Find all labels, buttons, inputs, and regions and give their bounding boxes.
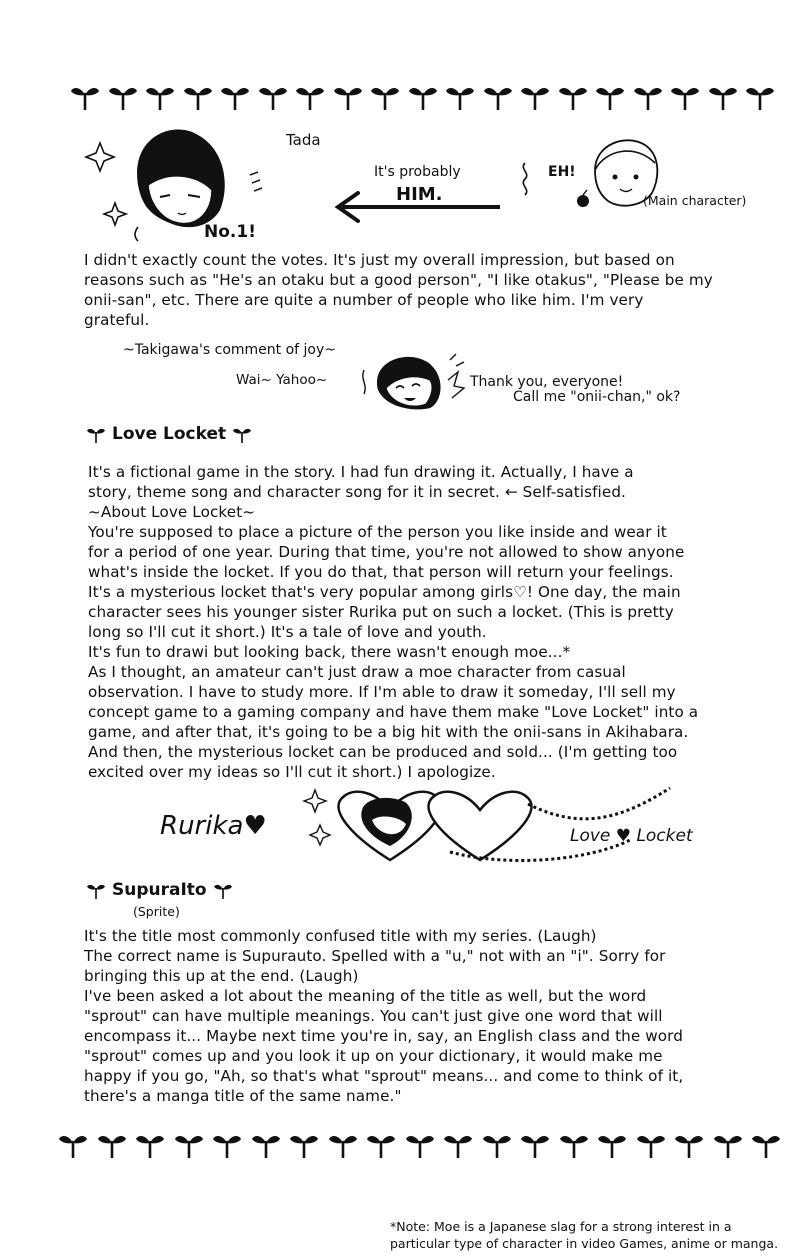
sprout-border-top xyxy=(0,80,800,120)
text-line: encompass it... Maybe next time you're in, say, an English class and the word xyxy=(84,1027,683,1045)
sprout-icon xyxy=(520,82,550,110)
text-line: You're supposed to place a picture of the person you like inside and wear it xyxy=(88,523,667,541)
love-locket-paragraph xyxy=(88,462,698,782)
text-line: reasons such as "He's an otaku but a good person", "I like otakus", "Please be my xyxy=(84,271,713,289)
eh-label: EH! xyxy=(548,164,576,180)
sprout-icon xyxy=(108,82,138,110)
text-line: for a period of one year. During that time, you're not allowed to show anyone xyxy=(88,543,685,561)
text-line: game, and after that, it's going to be a big hit with the onii-sans in Akihabara. xyxy=(88,723,689,741)
text-line: there's a manga title of the same name." xyxy=(84,1087,402,1105)
sprout-icon xyxy=(328,1130,358,1158)
text-line: ~About Love Locket~ xyxy=(88,503,256,521)
sprout-icon xyxy=(559,1130,589,1158)
sprout-icon xyxy=(483,82,513,110)
sprout-icon xyxy=(251,1130,281,1158)
sprout-icon xyxy=(86,425,106,443)
sprout-icon xyxy=(745,82,775,110)
text-line: long so I'll cut it short.) It's a tale of love and youth. xyxy=(88,623,487,641)
sprout-icon xyxy=(145,82,175,110)
takigawa-illustration xyxy=(350,350,470,410)
text-line: onii-san", etc. There are quite a number of people who like him. I'm very xyxy=(84,291,644,309)
text-line: I didn't exactly count the votes. It's just my overall impression, but based on xyxy=(84,251,675,269)
main-character-label: (Main character) xyxy=(643,193,747,208)
top-illustration xyxy=(80,115,780,245)
text-line: "sprout" comes up and you look it up on your dictionary, it would make me xyxy=(84,1047,663,1065)
supuraito-heading-text: SupuraIto xyxy=(112,880,207,900)
sprout-icon xyxy=(70,82,100,110)
text-line: It's the title most commonly confused title with my series. (Laugh) xyxy=(84,927,597,945)
love-locket-heading-text: Love Locket xyxy=(112,424,227,444)
sprout-icon xyxy=(232,425,252,443)
footnote-line-1: *Note: Moe is a Japanese slag for a strong interest in a xyxy=(390,1219,732,1234)
text-line: It's fun to drawi but looking back, there wasn't enough moe...* xyxy=(88,643,571,661)
comment-wai: Wai~ Yahoo~ xyxy=(236,372,328,388)
sprout-icon xyxy=(520,1130,550,1158)
footnote-line-2: particular type of character in video Games, anime or manga. xyxy=(390,1236,779,1251)
sprout-icon xyxy=(595,82,625,110)
sprout-icon xyxy=(86,881,106,899)
rank-label: No.1! xyxy=(204,222,256,242)
comment-thanks-1: Thank you, everyone! xyxy=(470,374,624,390)
text-line: observation. I have to study more. If I'm able to draw it someday, I'll sell my xyxy=(88,683,676,701)
sprout-icon xyxy=(213,881,233,899)
text-line: character sees his younger sister Rurika put on such a locket. (This is pretty xyxy=(88,603,674,621)
text-line: what's inside the locket. If you do that, that person will return your feelings. xyxy=(88,563,674,581)
text-line: excited over my ideas so I'll cut it short.) I apologize. xyxy=(88,763,496,781)
sprout-icon xyxy=(370,82,400,110)
sprout-icon xyxy=(482,1130,512,1158)
text-line: concept game to a gaming company and have them make "Love Locket" into a xyxy=(88,703,699,721)
text-line: As I thought, an amateur can't just draw a moe character from casual xyxy=(88,663,626,681)
sprout-icon xyxy=(289,1130,319,1158)
sprout-icon xyxy=(183,82,213,110)
sprout-icon xyxy=(597,1130,627,1158)
sprout-icon xyxy=(443,1130,473,1158)
sprout-border-bottom xyxy=(0,1128,800,1168)
sprout-icon xyxy=(220,82,250,110)
text-line: It's a fictional game in the story. I had fun drawing it. Actually, I have a xyxy=(88,463,634,481)
sprout-icon xyxy=(751,1130,781,1158)
sprout-icon xyxy=(633,82,663,110)
sprout-icon xyxy=(674,1130,704,1158)
sprout-icon xyxy=(135,1130,165,1158)
rurika-label: Rurika♥ xyxy=(160,811,267,841)
sprout-icon xyxy=(174,1130,204,1158)
comment-thanks-2: Call me "onii-chan," ok? xyxy=(513,389,681,405)
text-line: The correct name is Supurauto. Spelled with a "u," not with an "i". Sorry for xyxy=(84,947,666,965)
text-line: "sprout" can have multiple meanings. You can't just give one word that will xyxy=(84,1007,663,1025)
sprout-icon xyxy=(212,1130,242,1158)
locket-label: Love ♥ Locket xyxy=(570,826,693,846)
text-line: grateful. xyxy=(84,311,150,329)
sprout-icon xyxy=(97,1130,127,1158)
sprout-icon xyxy=(258,82,288,110)
him-label: HIM. xyxy=(396,184,443,205)
sprout-icon xyxy=(708,82,738,110)
intro-paragraph xyxy=(84,250,713,330)
sprout-icon xyxy=(670,82,700,110)
supuraito-paragraph xyxy=(84,926,683,1106)
tada-label: Tada xyxy=(286,131,321,149)
text-line: happy if you go, "Ah, so that's what "sprout" means... and come to think of it, xyxy=(84,1067,684,1085)
probably-label: It's probably xyxy=(374,164,461,180)
sprout-icon xyxy=(636,1130,666,1158)
text-line: bringing this up at the end. (Laugh) xyxy=(84,967,359,985)
text-line: It's a mysterious locket that's very popular among girls♡! One day, the main xyxy=(88,583,681,601)
text-line: story, theme song and character song for it in secret. ← Self-satisfied. xyxy=(88,483,626,501)
sprout-icon xyxy=(408,82,438,110)
sprout-icon xyxy=(713,1130,743,1158)
sprout-icon xyxy=(405,1130,435,1158)
sprout-icon xyxy=(58,1130,88,1158)
text-line: And then, the mysterious locket can be produced and sold... (I'm getting too xyxy=(88,743,678,761)
sprout-icon xyxy=(558,82,588,110)
supuraito-sub: (Sprite) xyxy=(133,904,180,919)
supuraito-heading xyxy=(86,880,233,900)
sprout-icon xyxy=(295,82,325,110)
sprout-icon xyxy=(366,1130,396,1158)
love-locket-heading xyxy=(86,424,252,444)
comment-title: ~Takigawa's comment of joy~ xyxy=(123,342,337,358)
sprout-icon xyxy=(333,82,363,110)
sprout-icon xyxy=(445,82,475,110)
text-line: I've been asked a lot about the meaning of the title as well, but the word xyxy=(84,987,647,1005)
